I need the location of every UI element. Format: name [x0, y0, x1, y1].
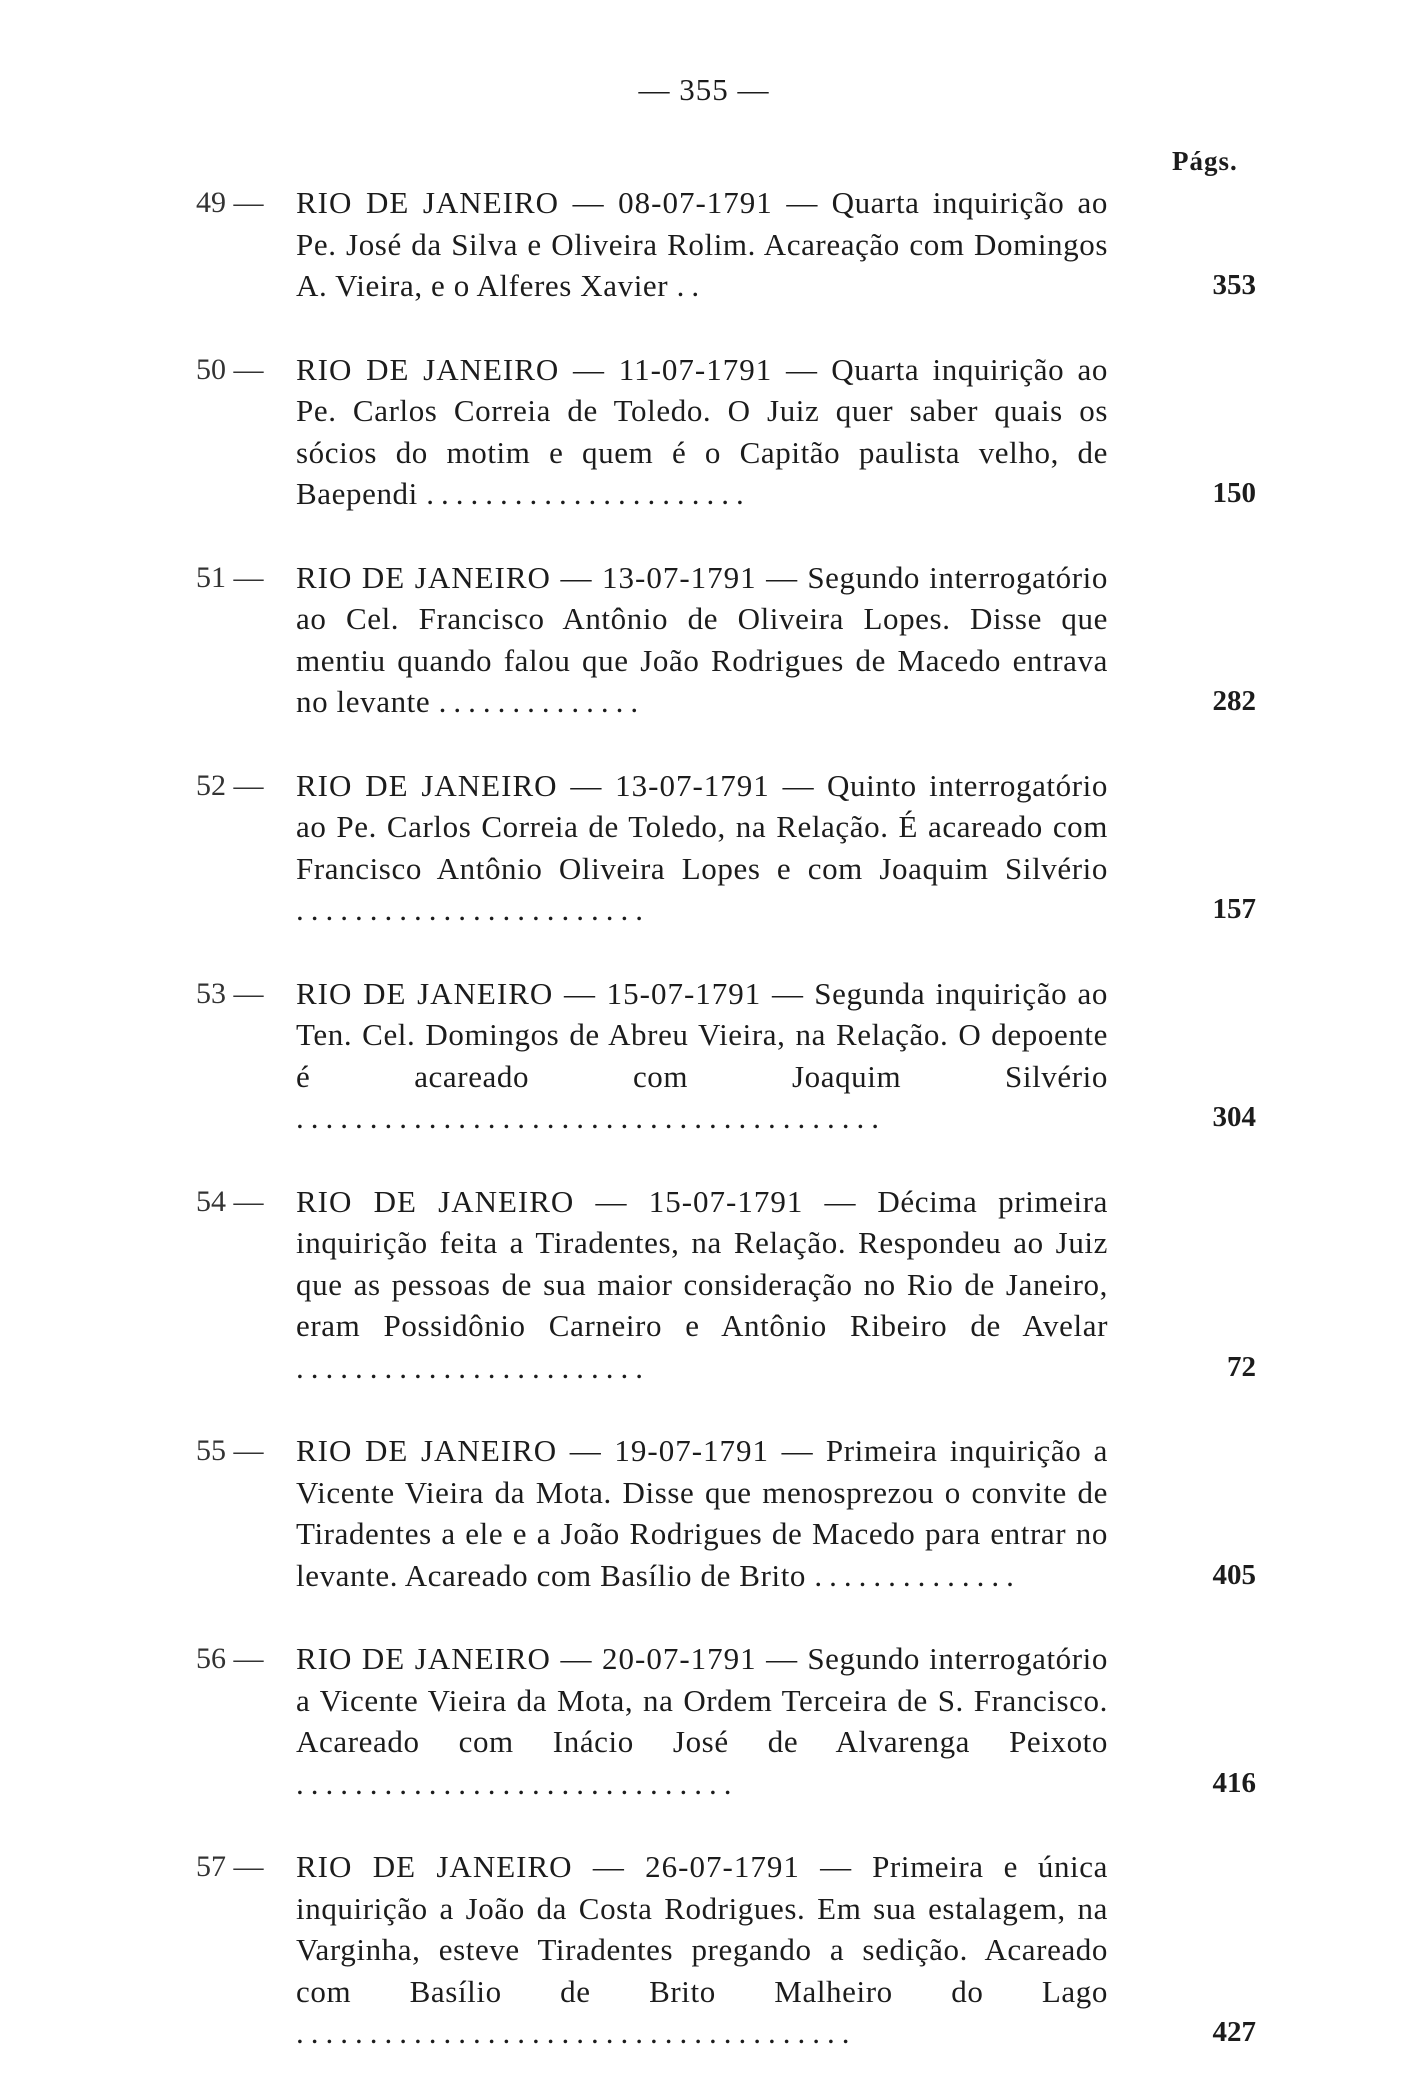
entry-description: [296, 1638, 1108, 1804]
entry-number: 56 —: [196, 1642, 264, 1675]
entry-page-number: 427: [1212, 2016, 1256, 2048]
entry-description: [296, 182, 1108, 307]
dot-leader: ......................: [426, 476, 751, 511]
entry-place-date: RIO DE JANEIRO — 26-07-1791 —: [296, 1849, 853, 1884]
entry-text: Segundo interrogatório ao Cel. Francisco Antônio de Oliveira Lopes. Disse que mentiu quando falou que João Rodrigues de Macedo entrava no levante: [296, 559, 1108, 719]
entry-number: 54 —: [196, 1184, 264, 1218]
entry-page-number: 405: [1212, 1558, 1256, 1591]
dot-leader: ......................................: [296, 2015, 857, 2050]
index-entry: [0, 182, 1408, 307]
entry-number: 53 —: [196, 976, 264, 1010]
index-entry: [0, 1638, 1408, 1804]
entry-text: Segunda inquirição ao Ten. Cel. Domingos de Abreu Vieira, na Relação. O depoente é acareado com Joaquim Silvério: [296, 975, 1108, 1094]
dot-leader: ..............................: [296, 1765, 739, 1801]
entry-description: [296, 1846, 1108, 2054]
entry-place-date: RIO DE JANEIRO — 19-07-1791 —: [296, 1433, 814, 1468]
entry-number: 55 —: [196, 1434, 264, 1467]
entry-description: [296, 1430, 1108, 1596]
entry-page-number: 282: [1212, 685, 1256, 717]
entry-place-date: RIO DE JANEIRO — 15-07-1791 —: [296, 975, 804, 1011]
entry-place-date: RIO DE JANEIRO — 15-07-1791 —: [296, 1183, 857, 1219]
page-number: — 355 —: [638, 72, 770, 107]
entry-number: 57 —: [196, 1850, 264, 1883]
entry-page-number: 72: [1227, 1350, 1256, 1383]
entry-number: 52 —: [196, 768, 264, 802]
entry-text: Quarta inquirição ao Pe. Carlos Correia de Toledo. O Juiz quer saber quais os sócios do motim e quem é o Capitão paulista velho, de Baependi: [296, 351, 1108, 511]
entry-description: [296, 349, 1108, 515]
index-entry: [0, 973, 1408, 1139]
entry-page-number: 157: [1212, 893, 1256, 925]
index-entry: [0, 557, 1408, 723]
dot-leader: ........................................: [296, 1100, 886, 1135]
dot-leader: ........................: [296, 892, 650, 927]
entry-text: Primeira e única inquirição a João da Costa Rodrigues. Em sua estalagem, na Varginha, esteve Tiradentes pregando a sedição. Acareado com Basílio de Brito Malheiro do Lago: [296, 1849, 1108, 2009]
entry-text: Primeira inquirição a Vicente Vieira da Mota. Disse que menosprezou o convite de Tiradentes a ele e a João Rodrigues de Macedo para entrar no levante. Acareado com Basílio de Brito: [296, 1433, 1108, 1593]
entry-place-date: RIO DE JANEIRO — 13-07-1791 —: [296, 559, 799, 595]
entry-page-number: 353: [1212, 269, 1256, 301]
entry-text: Quinto interrogatório ao Pe. Carlos Correia de Toledo, na Relação. É acareado com Francisco Antônio Oliveira Lopes e com Joaquim Silvério: [296, 767, 1108, 886]
index-entry: [0, 1430, 1408, 1596]
entry-place-date: RIO DE JANEIRO — 11-07-1791 —: [296, 351, 818, 387]
entry-description: [296, 765, 1108, 931]
entry-page-number: 304: [1212, 1101, 1256, 1133]
index-entry: [0, 349, 1408, 515]
entry-number: 50 —: [196, 352, 264, 386]
index-entry: [0, 1181, 1408, 1389]
index-entries: [0, 182, 1408, 2096]
index-entry: [0, 765, 1408, 931]
entry-number: 51 —: [196, 560, 264, 594]
dot-leader: ..............: [814, 1557, 1021, 1593]
dot-leader: ........................: [296, 1349, 650, 1385]
dot-leader: ..: [676, 268, 707, 303]
entry-place-date: RIO DE JANEIRO — 08-07-1791 —: [296, 185, 819, 220]
entry-text: Quarta inquirição ao Pe. José da Silva e Oliveira Rolim. Acareação com Domingos A. Vieira, e o Alferes Xavier: [296, 185, 1109, 303]
dot-leader: ..............: [438, 684, 646, 719]
entry-place-date: RIO DE JANEIRO — 13-07-1791 —: [296, 767, 815, 803]
entry-text: Segundo interrogatório a Vicente Vieira da Mota, na Ordem Terceira de S. Francisco. Acareado com Inácio José de Alvarenga Peixoto: [296, 1641, 1108, 1759]
entry-page-number: 416: [1212, 1766, 1256, 1799]
entry-place-date: RIO DE JANEIRO — 20-07-1791 —: [296, 1641, 799, 1676]
entry-page-number: 150: [1212, 477, 1256, 509]
index-entry: [0, 1846, 1408, 2054]
entry-description: [296, 973, 1108, 1139]
entry-description: [296, 1181, 1108, 1389]
entry-number: 49 —: [196, 186, 264, 219]
entry-text: Décima primeira inquirição feita a Tiradentes, na Relação. Respondeu ao Juiz que as pessoas de sua maior consideração no Rio de Janeiro, eram Possidônio Carneiro e Antônio Ribeiro de Avelar: [296, 1183, 1108, 1343]
pages-column-heading: Págs.: [1172, 146, 1238, 176]
entry-description: [296, 557, 1108, 723]
